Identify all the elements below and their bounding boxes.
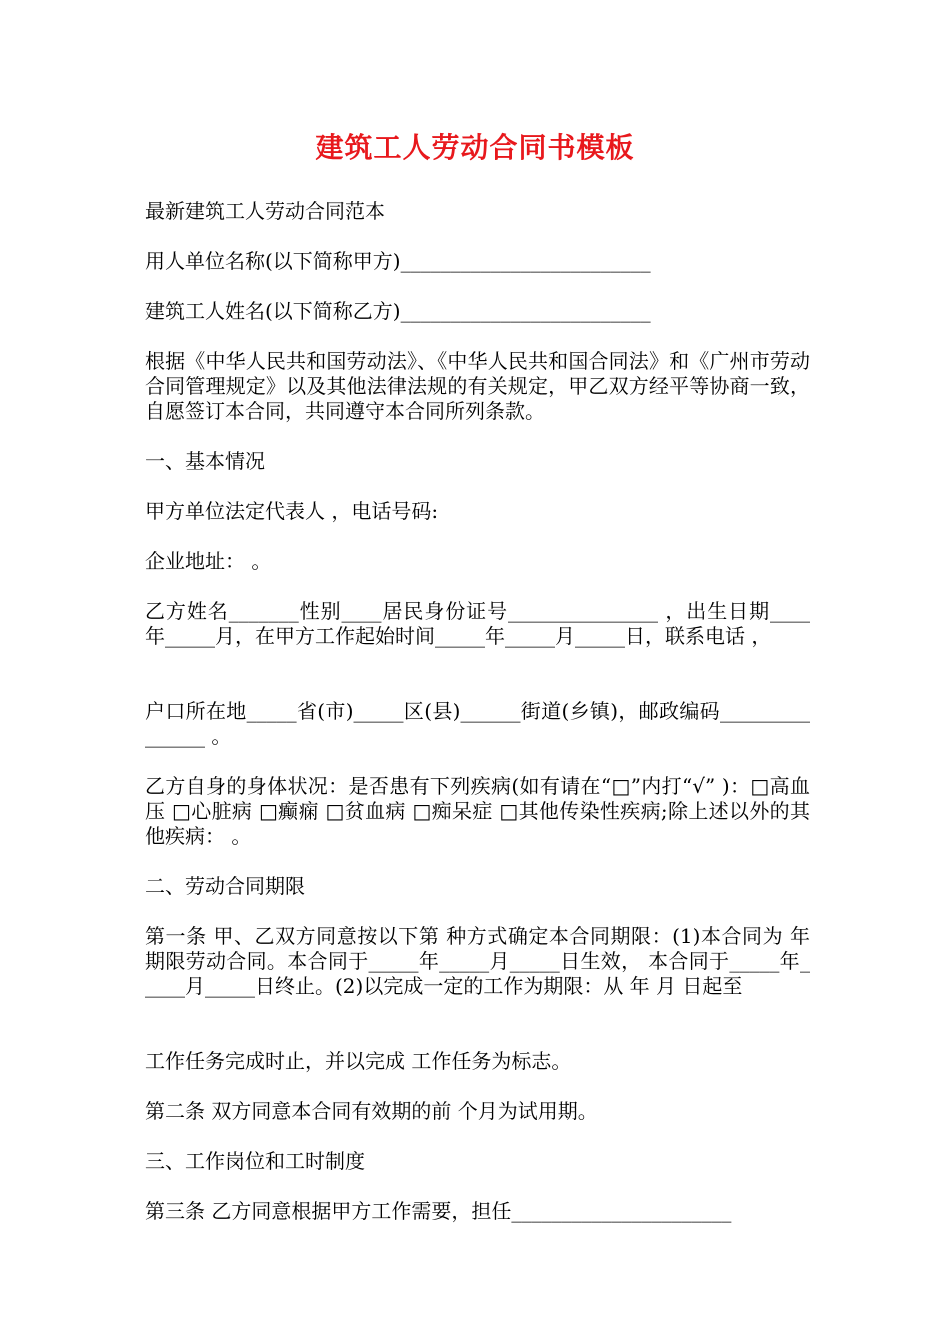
article-three-paragraph: 第三条 乙方同意根据甲方工作需要，担任______________________ — [145, 1199, 732, 1223]
document-title: 建筑工人劳动合同书模板 — [315, 131, 635, 164]
worker-name-line: 建筑工人姓名(以下简称乙方)_________________________ — [145, 299, 651, 323]
household-registration-paragraph: 户口所在地_____省(市)_____区(县)______街道(乡镇)，邮政编码_______________ 。 — [145, 699, 810, 748]
subtitle-paragraph: 最新建筑工人劳动合同范本 — [145, 199, 385, 223]
company-address-line: 企业地址： 。 — [145, 549, 272, 573]
employer-name-line: 用人单位名称(以下简称甲方)_________________________ — [145, 249, 651, 273]
party-b-info-paragraph: 乙方姓名_______性别____居民身份证号_______________ ，出生日期____年_____月，在甲方工作起始时间_____年_____月_____日，联系电话 ， — [145, 599, 810, 648]
section-heading-basic-info: 一、基本情况 — [145, 449, 265, 473]
section-heading-position-hours: 三、工作岗位和工时制度 — [145, 1149, 365, 1173]
article-two-paragraph: 第二条 双方同意本合同有效期的前 个月为试用期。 — [145, 1099, 598, 1123]
preamble-paragraph: 根据《中华人民共和国劳动法》、《中华人民共和国合同法》和《广州市劳动合同管理规定》以及其他法律法规的有关规定，甲乙双方经平等协商一致，自愿签订本合同，共同遵守本合同所列条款。 — [145, 349, 810, 423]
section-heading-contract-term: 二、劳动合同期限 — [145, 874, 305, 898]
legal-representative-line: 甲方单位法定代表人 ，电话号码: — [145, 499, 439, 523]
article-one-paragraph: 第一条 甲、乙双方同意按以下第 种方式确定本合同期限：(1)本合同为 年期限劳动合同。本合同于_____年_____月_____日生效， 本合同于_____年_____月_____日终止。(2)以完成一定的工作为期限：从 年 月 日起至 — [145, 924, 810, 998]
health-status-paragraph: 乙方自身的身体状况：是否患有下列疾病(如有请在“□”内打“√” )：□高血压 □心脏病 □癫痫 □贫血病 □痴呆症 □其他传染性疾病;除上述以外的其他疾病： 。 — [145, 774, 810, 848]
task-completion-paragraph: 工作任务完成时止，并以完成 工作任务为标志。 — [145, 1049, 572, 1073]
